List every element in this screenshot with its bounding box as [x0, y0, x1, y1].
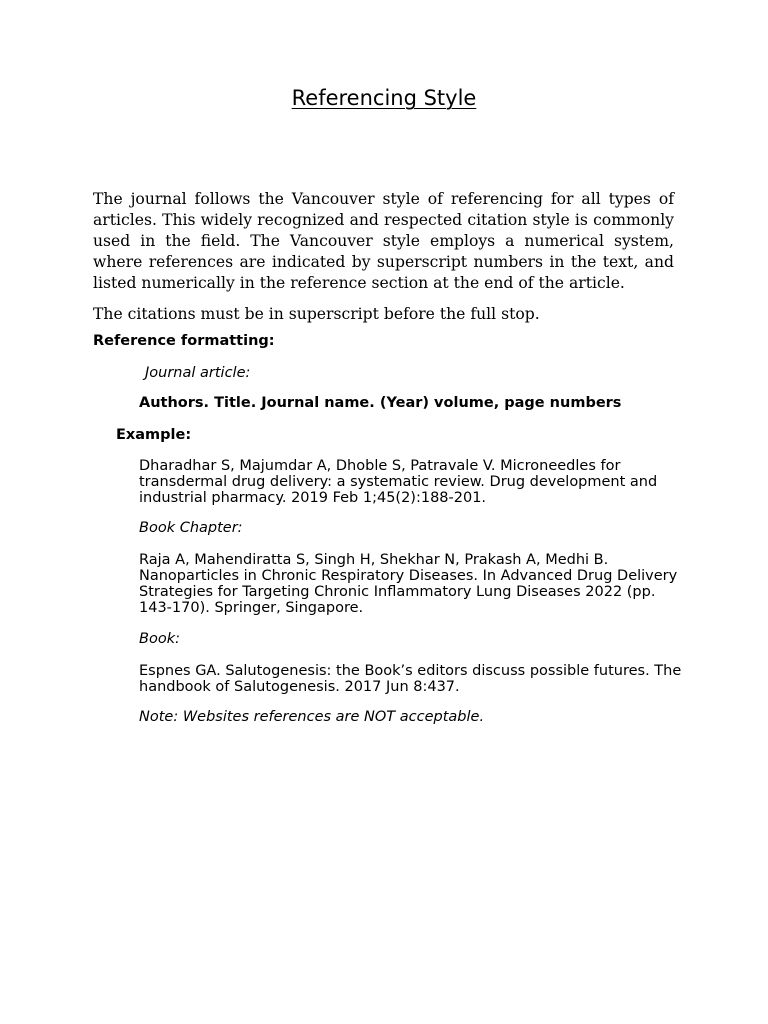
- page-title: Referencing Style: [291, 86, 477, 110]
- reference-formatting-heading: Reference formatting:: [93, 333, 275, 349]
- book-chapter-example: Raja A, Mahendiratta S, Singh H, Shekhar N, Prakash A, Medhi B. Nanoparticles in Chronic Respiratory Diseases. In Advanced Drug Delivery Strategies for Targeting Chronic Inflammatory Lung Diseases 2022 (pp. 143-170). Springer, Singapore.: [139, 552, 678, 616]
- book-chapter-label: Book Chapter:: [139, 520, 243, 536]
- book-example: Espnes GA. Salutogenesis: the Book’s editors discuss possible futures. The handbook of Salutogenesis. 2017 Jun 8:437.: [139, 663, 682, 695]
- reference-format-pattern: Authors. Title. Journal name. (Year) volume, page numbers: [139, 395, 622, 411]
- websites-note: Note: Websites references are NOT acceptable.: [139, 709, 485, 725]
- journal-article-example: Dharadhar S, Majumdar A, Dhoble S, Patravale V. Microneedles for transdermal drug delivery: a systematic review. Drug development and industrial pharmacy. 2019 Feb 1;45(2):188-201.: [139, 458, 658, 506]
- intro-paragraph: The journal follows the Vancouver style of referencing for all types of articles. This widely recognized and respected citation style is commonly used in the field. The Vancouver style employs a numerical system, where references are indicated by superscript numbers in the text, and listed numerically in the reference section at the end of the article.: [93, 190, 674, 292]
- example-heading: Example:: [116, 427, 192, 443]
- citation-rule-paragraph: The citations must be in superscript before the full stop.: [93, 305, 540, 323]
- journal-article-label: Journal article:: [145, 365, 251, 381]
- book-label: Book:: [139, 631, 180, 647]
